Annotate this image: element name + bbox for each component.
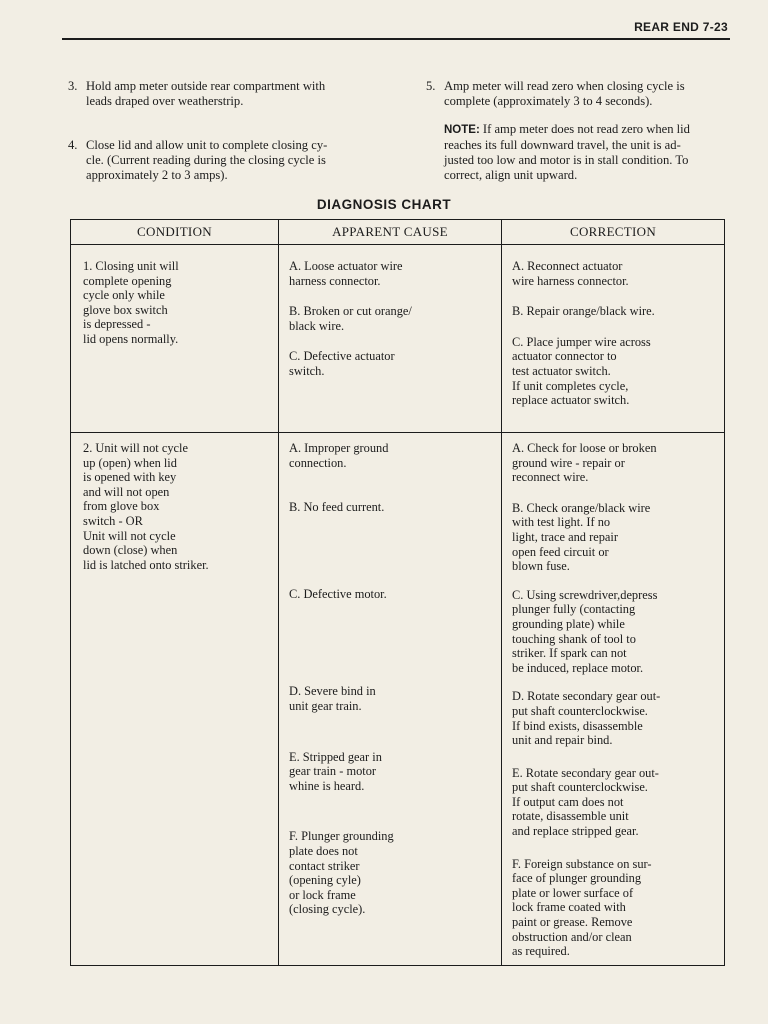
cause-item: C. Defective motor. bbox=[289, 586, 387, 601]
step-5 bbox=[426, 79, 744, 109]
diagnosis-chart bbox=[70, 219, 725, 966]
note-text: If amp meter does not read zero when lid reaches its full downward travel, the unit is ad- justed too low and motor is in stall condition. To correct, align unit upward. bbox=[444, 122, 690, 182]
correction-cell bbox=[502, 433, 725, 966]
cause-item: E. Stripped gear in gear train - motor whine is heard. bbox=[289, 749, 382, 793]
step-text: Close lid and allow unit to complete closing cy- cle. (Current reading during the closing cycle is approximately 2 to 3 amps). bbox=[86, 138, 328, 182]
table-row bbox=[71, 245, 725, 433]
cause-item: D. Severe bind in unit gear train. bbox=[289, 684, 376, 713]
condition-text: 1. Closing unit will complete opening cycle only while glove box switch is depressed - lid opens normally. bbox=[83, 259, 179, 346]
correction-item: F. Foreign substance on sur- face of plunger grounding plate or lower surface of lock frame coated with paint or grease. Remove obstruction and/or clean as required. bbox=[512, 856, 652, 959]
condition-cell bbox=[71, 245, 279, 433]
step-number: 3. bbox=[68, 79, 78, 93]
step-number: 4. bbox=[68, 138, 78, 152]
correction-item: A. Check for loose or broken ground wire - repair or reconnect wire. bbox=[512, 441, 657, 485]
correction-item: A. Reconnect actuator wire harness connector. bbox=[512, 259, 629, 288]
cause-item: F. Plunger grounding plate does not contact striker (opening cyle) or lock frame (closing cycle). bbox=[289, 829, 394, 917]
step-3 bbox=[68, 79, 406, 109]
note bbox=[444, 122, 744, 183]
header-correction: CORRECTION bbox=[502, 220, 725, 245]
cause-item: C. Defective actuator switch. bbox=[289, 349, 395, 378]
page-header: REAR END 7-23 bbox=[634, 20, 728, 34]
condition-text: 2. Unit will not cycle up (open) when lid is opened with key and will not open from glove box switch - OR Unit will not cycle down (close) when lid is latched onto striker. bbox=[83, 441, 209, 572]
chart-title: DIAGNOSIS CHART bbox=[316, 197, 452, 212]
correction-cell bbox=[502, 245, 725, 433]
header-rule bbox=[62, 38, 730, 40]
correction-item: D. Rotate secondary gear out- put shaft counterclockwise. If bind exists, disassemble unit and repair bind. bbox=[512, 689, 661, 748]
correction-item: B. Repair orange/black wire. bbox=[512, 304, 655, 319]
condition-cell bbox=[71, 433, 279, 966]
cause-item: B. No feed current. bbox=[289, 500, 385, 515]
cause-cell bbox=[279, 245, 502, 433]
header-apparent-cause: APPARENT CAUSE bbox=[279, 220, 502, 245]
correction-item: C. Place jumper wire across actuator connector to test actuator switch. If unit completes cycle, replace actuator switch. bbox=[512, 334, 651, 408]
step-text: Amp meter will read zero when closing cycle is complete (approximately 3 to 4 seconds). bbox=[444, 79, 685, 108]
note-label: NOTE: bbox=[444, 124, 480, 136]
cause-item: B. Broken or cut orange/ black wire. bbox=[289, 304, 412, 333]
header-condition: CONDITION bbox=[71, 220, 279, 245]
step-text: Hold amp meter outside rear compartment with leads draped over weatherstrip. bbox=[86, 79, 326, 108]
table-row bbox=[71, 433, 725, 966]
cause-item: A. Improper ground connection. bbox=[289, 441, 389, 470]
cause-item: A. Loose actuator wire harness connector. bbox=[289, 259, 403, 288]
correction-item: E. Rotate secondary gear out- put shaft counterclockwise. If output cam does not rotate, disassemble unit and replace stripped gear. bbox=[512, 765, 659, 839]
correction-item: B. Check orange/black wire with test light. If no light, trace and repair open feed circuit or blown fuse. bbox=[512, 500, 651, 574]
step-4 bbox=[68, 138, 406, 183]
table-header-row bbox=[71, 220, 725, 245]
correction-item: C. Using screwdriver,depress plunger fully (contacting grounding plate) while touching shank of tool to striker. If spark can not be induced, replace motor. bbox=[512, 587, 658, 675]
step-number: 5. bbox=[426, 79, 436, 93]
cause-cell bbox=[279, 433, 502, 966]
